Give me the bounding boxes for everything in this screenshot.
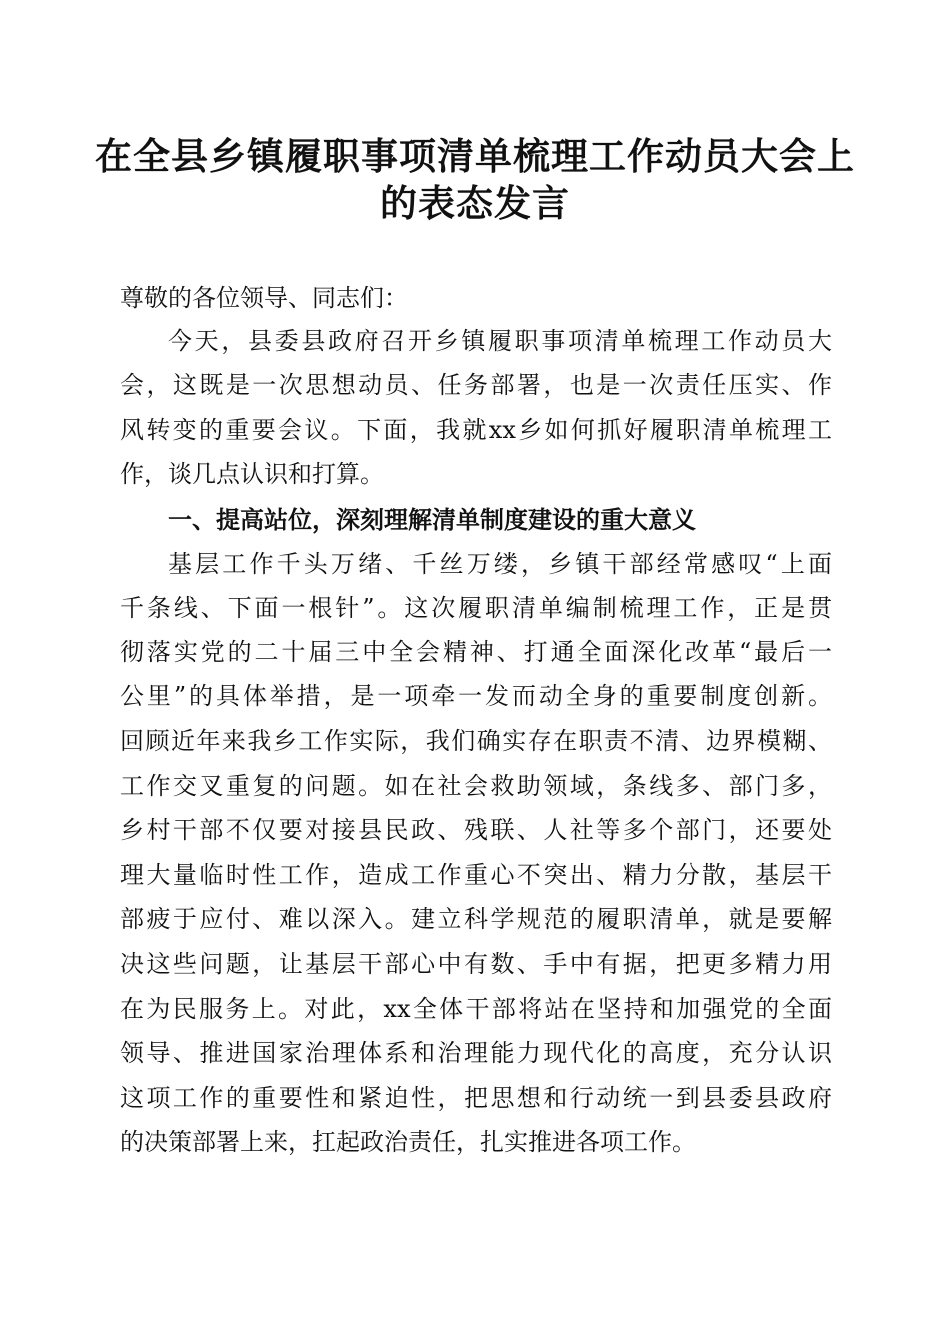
paragraph-2-line: 领导、推进国家治理体系和治理能力现代化的高度，充分认识	[120, 1039, 832, 1067]
paragraph-1-line: 会，这既是一次思想动员、任务部署，也是一次责任压实、作	[120, 371, 832, 399]
paragraph-2-line: 乡村干部不仅要对接县民政、残联、人社等多个部门，还要处	[120, 816, 832, 844]
paragraph-1-line: 今天，县委县政府召开乡镇履职事项清单梳理工作动员大	[168, 327, 832, 355]
paragraph-1-line: 作，谈几点认识和打算。	[120, 460, 384, 488]
paragraph-2-line: 公里”的具体举措，是一项牵一发而动全身的重要制度创新。	[120, 682, 832, 710]
paragraph-2-line: 的决策部署上来，扛起政治责任，扎实推进各项工作。	[120, 1128, 696, 1156]
paragraph-2-line: 回顾近年来我乡工作实际，我们确实存在职责不清、边界模糊、	[120, 727, 832, 755]
paragraph-2-line: 工作交叉重复的问题。如在社会救助领域，条线多、部门多，	[120, 772, 832, 800]
paragraph-2-line: 彻落实党的二十届三中全会精神、打通全面深化改革“最后一	[120, 638, 832, 666]
paragraph-2-line: 理大量临时性工作，造成工作重心不突出、精力分散，基层干	[120, 861, 832, 889]
paragraph-2-line: 在为民服务上。对此，xx全体干部将站在坚持和加强党的全面	[120, 995, 832, 1023]
paragraph-1-line: 风转变的重要会议。下面，我就xx乡如何抓好履职清单梳理工	[120, 416, 832, 444]
paragraph-2-line: 千条线、下面一根针”。这次履职清单编制梳理工作，正是贯	[120, 594, 832, 622]
document-title-line-2: 的表态发言	[380, 181, 570, 225]
document-title-line-1: 在全县乡镇履职事项清单梳理工作动员大会上	[95, 134, 855, 178]
section-1-heading: 一、提高站位，深刻理解清单制度建设的重大意义	[168, 506, 696, 534]
paragraph-2-line: 这项工作的重要性和紧迫性，把思想和行动统一到县委县政府	[120, 1084, 832, 1112]
paragraph-2-line: 基层工作千头万绪、千丝万缕，乡镇干部经常感叹“上面	[168, 550, 832, 578]
paragraph-2-line: 决这些问题，让基层干部心中有数、手中有据，把更多精力用	[120, 950, 832, 978]
paragraph-2-line: 部疲于应付、难以深入。建立科学规范的履职清单，就是要解	[120, 905, 832, 933]
salutation: 尊敬的各位领导、同志们：	[120, 284, 408, 312]
